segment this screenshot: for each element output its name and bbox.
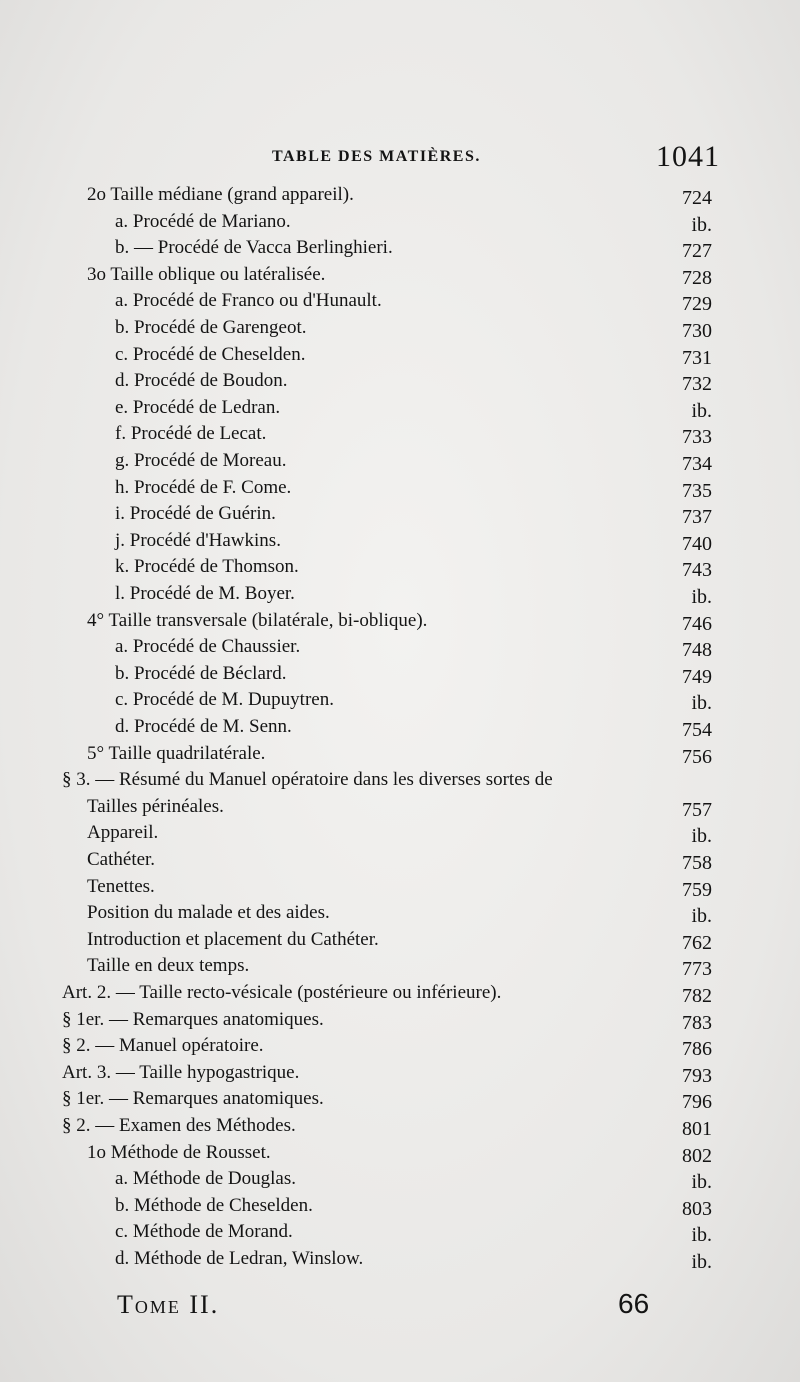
running-header — [270, 140, 720, 180]
toc-entry-label: i. Procédé de Guérin. — [115, 503, 276, 524]
toc-entry — [115, 368, 712, 394]
toc-entry-page: ib. — [691, 1251, 712, 1273]
toc-entry — [87, 900, 712, 926]
toc-entry-page: 748 — [682, 639, 712, 661]
toc-entry-label: § 1er. — Remarques anatomiques. — [62, 1009, 324, 1030]
toc-entry-page: ib. — [691, 214, 712, 236]
toc-entry-label: f. Procédé de Lecat. — [115, 423, 267, 444]
toc-entry — [115, 342, 712, 368]
toc-entry — [87, 820, 712, 846]
toc-entry — [62, 1033, 712, 1059]
toc-entry-page: ib. — [691, 905, 712, 927]
toc-entry-page: 773 — [682, 958, 712, 980]
toc-entry — [115, 634, 712, 660]
toc-entry-label: 1o Méthode de Rousset. — [87, 1142, 271, 1163]
toc-entry-page: 728 — [682, 267, 712, 289]
toc-entry-page: 733 — [682, 426, 712, 448]
toc-entry-page: 793 — [682, 1065, 712, 1087]
toc-entry-label: 4° Taille transversale (bilatérale, bi-oblique). — [87, 610, 428, 631]
toc-entry-label: h. Procédé de F. Come. — [115, 477, 292, 498]
toc-entry — [115, 581, 712, 607]
toc-entry — [115, 315, 712, 341]
toc-entry — [115, 1246, 712, 1272]
toc-entry — [87, 741, 712, 767]
toc-entry — [87, 874, 712, 900]
toc-entry-label: b. — Procédé de Vacca Berlinghieri. — [115, 237, 393, 258]
toc-entry — [87, 182, 712, 208]
toc-entry-page: ib. — [691, 586, 712, 608]
toc-entry-label: l. Procédé de M. Boyer. — [115, 583, 295, 604]
toc-entry-page: 735 — [682, 480, 712, 502]
toc-entry-label: j. Procédé d'Hawkins. — [115, 530, 281, 551]
toc-entry — [87, 608, 712, 634]
toc-entry-page: 786 — [682, 1038, 712, 1060]
toc-entry — [115, 1193, 712, 1219]
toc-entry-page: ib. — [691, 825, 712, 847]
toc-entry-label: Introduction et placement du Cathéter. — [87, 929, 379, 950]
toc-entry — [115, 1219, 712, 1245]
toc-entry — [115, 421, 712, 447]
toc-entry-label: g. Procédé de Moreau. — [115, 450, 287, 471]
header-title: TABLE DES MATIÈRES. — [272, 148, 481, 165]
toc-entry — [115, 395, 712, 421]
toc-entry-label: d. Méthode de Ledran, Winslow. — [115, 1248, 364, 1269]
toc-entry — [62, 767, 712, 793]
toc-entry-label: Cathéter. — [87, 849, 156, 870]
toc-entry — [115, 714, 712, 740]
toc-entry-page: 724 — [682, 187, 712, 209]
toc-entry-label: § 2. — Manuel opératoire. — [62, 1035, 264, 1056]
toc-entry-label: Art. 2. — Taille recto-vésicale (postérieure ou inférieure). — [62, 982, 502, 1003]
toc-entry-page: 730 — [682, 320, 712, 342]
toc-entry — [115, 554, 712, 580]
toc-entry-page: 746 — [682, 613, 712, 635]
toc-entry — [62, 1060, 712, 1086]
toc-entry-label: Appareil. — [87, 822, 159, 843]
toc-entry-label: c. Procédé de M. Dupuytren. — [115, 689, 334, 710]
toc-entry-label: e. Procédé de Ledran. — [115, 397, 281, 418]
toc-entry-page: 801 — [682, 1118, 712, 1140]
toc-entry-label: k. Procédé de Thomson. — [115, 556, 299, 577]
toc-entry-page: 802 — [682, 1145, 712, 1167]
toc-entry-label: a. Procédé de Chaussier. — [115, 636, 301, 657]
toc-entry-label: § 1er. — Remarques anatomiques. — [62, 1088, 324, 1109]
toc-entry — [115, 448, 712, 474]
toc-entry-page: ib. — [691, 1171, 712, 1193]
header-page-number: 1041 — [656, 140, 720, 173]
toc-entry-label: a. Procédé de Mariano. — [115, 211, 291, 232]
toc-entry-label: b. Méthode de Cheselden. — [115, 1195, 313, 1216]
toc-entry-page: 782 — [682, 985, 712, 1007]
toc-entry — [87, 1140, 712, 1166]
toc-entry — [115, 475, 712, 501]
toc-entry-page: 803 — [682, 1198, 712, 1220]
toc-entry-page: 729 — [682, 293, 712, 315]
toc-entry — [87, 262, 712, 288]
toc-entry-label: Tenettes. — [87, 876, 155, 897]
toc-entry — [87, 927, 712, 953]
toc-entry — [115, 661, 712, 687]
toc-entry-label: a. Procédé de Franco ou d'Hunault. — [115, 290, 382, 311]
toc-entry-label: Position du malade et des aides. — [87, 902, 330, 923]
toc-entry — [62, 1086, 712, 1112]
footer-volume: Tome II. — [117, 1290, 220, 1319]
toc-entry-page: 740 — [682, 533, 712, 555]
toc-entry — [115, 687, 712, 713]
toc-entry-page: 731 — [682, 347, 712, 369]
toc-entry — [115, 288, 712, 314]
toc-entry-label: § 3. — Résumé du Manuel opératoire dans les diverses sortes de — [62, 769, 553, 790]
toc-entry — [62, 1113, 712, 1139]
toc-entry-page: 783 — [682, 1012, 712, 1034]
toc-entry-label: c. Procédé de Cheselden. — [115, 344, 306, 365]
toc-entry-page: 734 — [682, 453, 712, 475]
toc-entry — [115, 528, 712, 554]
toc-entry-label: Art. 3. — Taille hypogastrique. — [62, 1062, 300, 1083]
footer-signature: 66 — [618, 1288, 650, 1319]
toc-entry-page: 756 — [682, 746, 712, 768]
toc-entry-page: 796 — [682, 1091, 712, 1113]
toc-entry-page: 737 — [682, 506, 712, 528]
toc-entry — [87, 847, 712, 873]
toc-entry-page: 757 — [682, 799, 712, 821]
toc-entry-label: § 2. — Examen des Méthodes. — [62, 1115, 296, 1136]
toc-entry — [115, 209, 712, 235]
toc-entry-label: Tailles périnéales. — [87, 796, 224, 817]
toc-entry-page: 759 — [682, 879, 712, 901]
toc-entry-label: 3o Taille oblique ou latéralisée. — [87, 264, 326, 285]
toc-entry-label: b. Procédé de Garengeot. — [115, 317, 307, 338]
toc-entry-page: 749 — [682, 666, 712, 688]
toc-entry-label: d. Procédé de M. Senn. — [115, 716, 292, 737]
toc-entry — [62, 1007, 712, 1033]
toc-entry-page: 762 — [682, 932, 712, 954]
toc-entry-label: d. Procédé de Boudon. — [115, 370, 288, 391]
toc-entry — [87, 794, 712, 820]
toc-entry-page: ib. — [691, 400, 712, 422]
toc-entry-label: Taille en deux temps. — [87, 955, 250, 976]
toc-entry — [62, 980, 712, 1006]
toc-entry-label: b. Procédé de Béclard. — [115, 663, 287, 684]
toc-entry-page: 754 — [682, 719, 712, 741]
toc-entry-page: 732 — [682, 373, 712, 395]
toc-entry-page: 727 — [682, 240, 712, 262]
toc-entry-page: ib. — [691, 692, 712, 714]
toc-entry — [115, 235, 712, 261]
toc-entry-label: a. Méthode de Douglas. — [115, 1168, 296, 1189]
toc-entry-page: 758 — [682, 852, 712, 874]
toc-entry-label: 2o Taille médiane (grand appareil). — [87, 184, 354, 205]
toc-entry — [87, 953, 712, 979]
toc-entry — [115, 1166, 712, 1192]
toc-entry-page: ib. — [691, 1224, 712, 1246]
toc-entry — [115, 501, 712, 527]
toc-entry-label: c. Méthode de Morand. — [115, 1221, 293, 1242]
toc-entry-page: 743 — [682, 559, 712, 581]
toc-entry-label: 5° Taille quadrilatérale. — [87, 743, 266, 764]
